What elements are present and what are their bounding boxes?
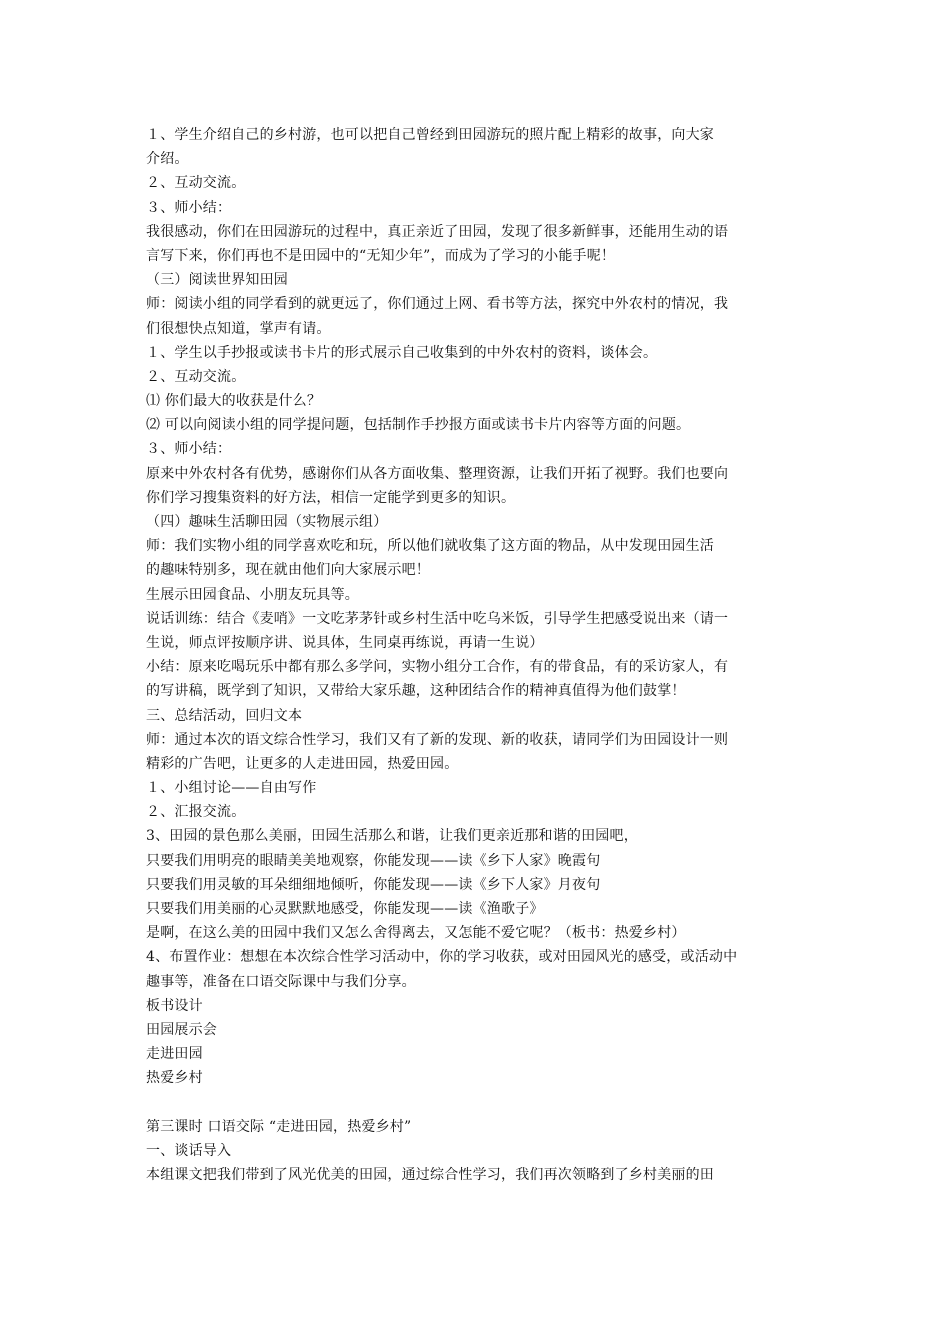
text-line: １、学生以手抄报或读书卡片的形式展示自己收集到的中外农村的资料，谈体会。 xyxy=(146,344,658,361)
text-line: 言写下来，你们再也不是田园中的“无知少年”，而成为了学习的小能手呢！ xyxy=(146,247,616,264)
section-heading: 三、总结活动，回归文本 xyxy=(146,707,303,724)
text-line: ３、师小结： xyxy=(146,199,232,216)
lesson-title: 第三课时 口语交际 “走进田园，热爱乡村” xyxy=(146,1118,412,1135)
text-line: 生展示田园食品、小朋友玩具等。 xyxy=(146,586,359,603)
text-line: 3、田园的景色那么美丽，田园生活那么和谐，让我们更亲近那和谐的田园吧， xyxy=(146,828,638,845)
text-line: 的趣味特别多，现在就由他们向大家展示吧！ xyxy=(146,562,430,579)
text-line: 本组课文把我们带到了风光优美的田园，通过综合性学习，我们再次领略到了乡村美丽的田 xyxy=(146,1167,714,1184)
section-heading: （四）趣味生活聊田园（实物展示组） xyxy=(146,514,388,530)
text-line: 生说，师点评按顺序讲、说具体，生同桌再练说，再请一生说） xyxy=(146,634,544,651)
blank-line xyxy=(146,1091,811,1115)
text-line: 师：我们实物小组的同学喜欢吃和玩，所以他们就收集了这方面的物品，从中发现田园生活 xyxy=(146,538,714,555)
text-line: 我很感动，你们在田园游玩的过程中，真正亲近了田园，发现了很多新鲜事，还能用生动的语 xyxy=(146,223,729,240)
text-line: 精彩的广告吧，让更多的人走进田园，热爱田园。 xyxy=(146,755,459,772)
text-line: 小结：原来吃喝玩乐中都有那么多学问，实物小组分工合作，有的带食品，有的采访家人，有 xyxy=(146,659,729,676)
text-line: 趣事等，准备在口语交际课中与我们分享。 xyxy=(146,973,416,990)
text-line: 原来中外农村各有优势，感谢你们从各方面收集、整理资源，让我们开拓了视野。我们也要向 xyxy=(146,465,729,482)
board-design-item: 热爱乡村 xyxy=(146,1070,203,1087)
section-heading: （三）阅读世界知田园 xyxy=(146,272,288,289)
text-line: ２、互动交流。 xyxy=(146,175,246,192)
text-line: 4、布置作业：想想在本次综合性学习活动中，你的学习收获，或对田园风光的感受，或活动中 xyxy=(146,949,738,966)
text-line: 只要我们用明亮的眼睛美美地观察，你能发现——读《乡下人家》晚霞句 xyxy=(146,852,601,869)
text-line: 的写讲稿，既学到了知识，又带给大家乐趣，这种团结合作的精神真值得为他们鼓掌！ xyxy=(146,683,686,700)
text-line: 是啊，在这么美的田园中我们又怎么舍得离去，又怎能不爱它呢？（板书：热爱乡村） xyxy=(146,925,686,942)
text-line: ２、汇报交流。 xyxy=(146,804,246,821)
text-line: 说话训练：结合《麦哨》一文吃茅茅针或乡村生活中吃乌米饭，引导学生把感受说出来（请一 xyxy=(146,610,729,627)
text-line: ３、师小结： xyxy=(146,441,232,458)
board-design-item: 田园展示会 xyxy=(146,1021,217,1038)
text-line: 介绍。 xyxy=(146,151,189,168)
text-line: ２、互动交流。 xyxy=(146,368,246,385)
text-line: １、小组讨论——自由写作 xyxy=(146,780,317,797)
text-line: 只要我们用美丽的心灵默默地感受，你能发现——读《渔歌子》 xyxy=(146,901,544,917)
text-line: 师：通过本次的语文综合性学习，我们又有了新的发现、新的收获，请同学们为田园设计一则 xyxy=(146,731,729,748)
text-line: 只要我们用灵敏的耳朵细细地倾听，你能发现——读《乡下人家》月夜句 xyxy=(146,876,601,893)
board-design-item: 走进田园 xyxy=(146,1046,203,1063)
text-line: ⑴ 你们最大的收获是什么？ xyxy=(146,393,322,410)
text-line: 师：阅读小组的同学看到的就更远了，你们通过上网、看书等方法，探究中外农村的情况，我 xyxy=(146,296,729,313)
text-line: １、学生介绍自己的乡村游，也可以把自己曾经到田园游玩的照片配上精彩的故事，向大家 xyxy=(146,127,714,143)
text-line: 你们学习搜集资料的好方法，相信一定能学到更多的知识。 xyxy=(146,489,516,506)
text-line: ⑵ 可以向阅读小组的同学提问题，包括制作手抄报方面或读书卡片内容等方面的问题。 xyxy=(146,417,691,434)
document-body xyxy=(146,123,811,1187)
section-heading: 一、谈话导入 xyxy=(146,1142,232,1159)
board-design-title: 板书设计 xyxy=(146,997,203,1014)
text-line: 们很想快点知道，掌声有请。 xyxy=(146,320,331,337)
